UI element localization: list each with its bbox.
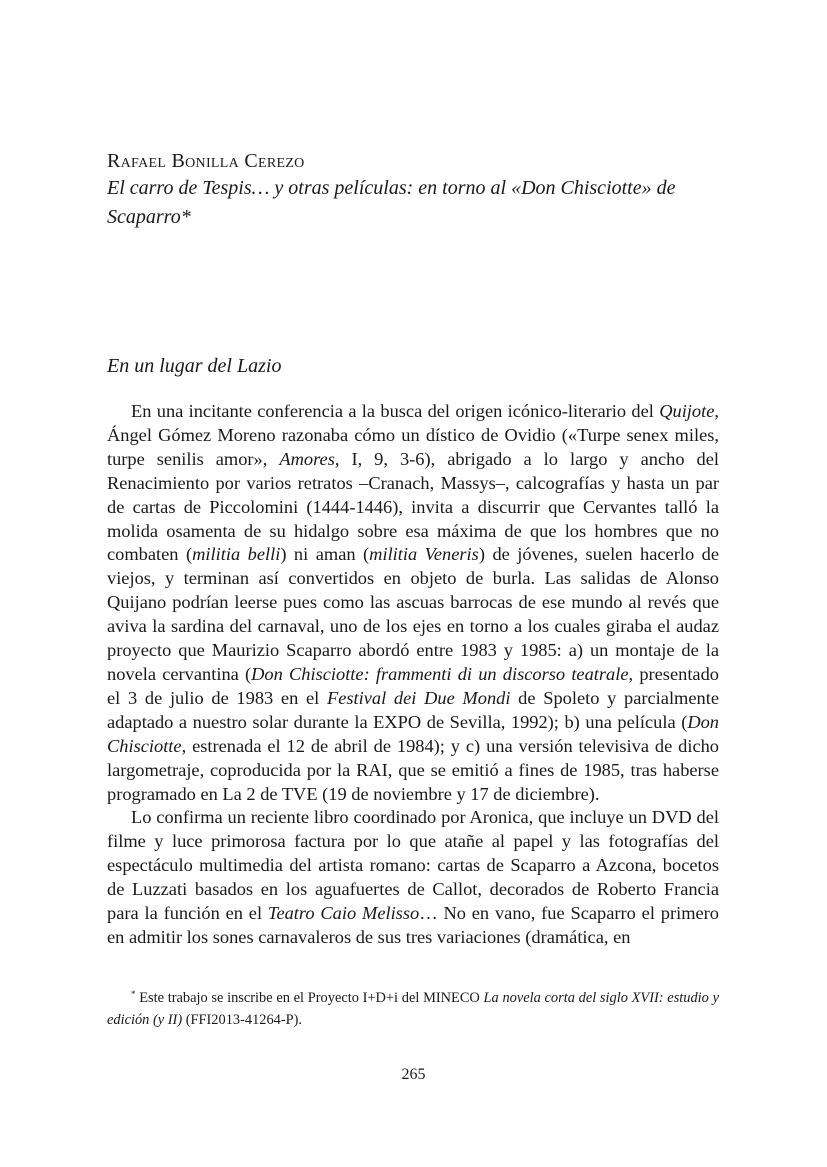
chapter-title: El carro de Tespis… y otras películas: en torno al «Don Chisciotte» de Scaparro*: [107, 177, 676, 228]
paragraph: En una incitante conferencia a la busca del origen icónico-literario del Quijote, Ángel Gómez Moreno razonaba cómo un dístico de Ovidio («Turpe senex miles, turpe senilis amor», Amores, I, 9, 3-6), abrigado a lo largo y ancho del Renacimiento por varios retratos –Cranach, Massys–, calcografías y hasta un par de cartas de Piccolomini (1444-1446), invita a discurrir que Cervantes talló la molida osamenta de su hidalgo sobre esa máxima de que los hombres que no combaten (militia belli) ni aman (militia Veneris) de jóvenes, suelen hacerlo de viejos, y terminan así convertidos en objeto de burla. Las salidas de Alonso Quijano podrían leerse pues como las ascuas barrocas de ese mundo al revés que aviva la sardina del carnaval, uno de los ejes en torno a los cuales giraba el audaz proyecto que Maurizio Scaparro abordó entre 1983 y 1985: a) un montaje de la novela cervantina (Don Chisciotte: frammenti di un discorso teatrale, presentado el 3 de julio de 1983 en el Festival dei Due Mondi de Spoleto y parcialmente adaptado a nuestro solar durante la EXPO de Sevilla, 1992); b) una película (Don Chisciotte, estrenada el 12 de abril de 1984); y c) una versión televisiva de dicho largometraje, coproducida por la RAI, que se emitió a fines de 1985, tras haberse programado en La 2 de TVE (19 de noviembre y 17 de diciembre).: [107, 401, 719, 804]
chapter-author: Rafael Bonilla Cerezo: [107, 150, 305, 172]
italic-text: La novela corta del siglo XVII: estudio y edición (y II): [107, 990, 719, 1028]
italic-text: Amores: [279, 448, 335, 469]
page-number: 265: [401, 1066, 426, 1083]
italic-text: Don Chisciotte: [107, 711, 719, 756]
footnote: [107, 984, 719, 1031]
italic-text: Don Chisciotte: frammenti di un discorso teatrale: [251, 663, 629, 684]
footnote-text: Este trabajo se inscribe en el Proyecto I+D+i del MINECO La novela corta del siglo XVII: estudio y edición (y II) (FFI2013-41264-P).: [107, 990, 719, 1028]
italic-text: Teatro Caio Melisso: [267, 903, 420, 924]
section-heading: En un lugar del Lazio: [107, 355, 282, 377]
italic-text: Festival dei Due Mondi: [326, 687, 511, 708]
italic-text: Quijote: [659, 401, 715, 421]
footnote-marker: *: [131, 989, 136, 999]
paragraph: Lo confirma un reciente libro coordinado por Aronica, que incluye un DVD del filme y luce primorosa factura por lo que atañe al papel y las fotografías del espectáculo multimedia del artista romano: cartas de Scaparro a Azcona, bocetos de Luzzati basados en los aguafuertes de Callot, decorados de Roberto Francia para la función en el Teatro Caio Melisso… No en vano, fue Scaparro el primero en admitir los sones carnavaleros de sus tres variaciones (dramática, en: [107, 807, 719, 947]
body-text: [107, 400, 719, 950]
italic-text: militia belli: [192, 544, 281, 565]
italic-text: militia Veneris: [369, 544, 479, 565]
